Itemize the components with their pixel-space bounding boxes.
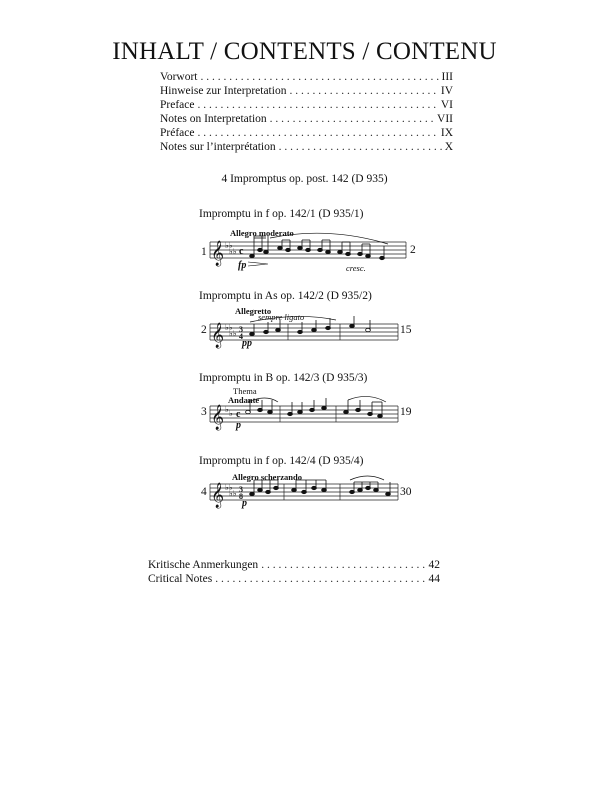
dot-leader — [200, 70, 438, 84]
toc-entry[interactable] — [160, 98, 453, 112]
toc-back — [148, 558, 440, 586]
dot-leader — [279, 140, 442, 154]
dot-leader — [197, 126, 437, 140]
expression-marking: sempre ligato — [258, 312, 305, 322]
toc-entry-page: VI — [440, 99, 453, 111]
dot-leader — [215, 572, 425, 586]
toc-entry-label: Preface — [160, 99, 195, 111]
toc-entry-label: Notes on Interpretation — [160, 113, 267, 125]
svg-text:𝄞: 𝄞 — [211, 405, 225, 430]
piece-title: Impromptu in f op. 142/1 (D 935/1) — [199, 208, 364, 220]
svg-text:♭♭: ♭♭ — [225, 323, 233, 332]
piece-number: 1 — [201, 246, 207, 258]
piece-number: 3 — [201, 406, 207, 418]
staff-notation — [208, 468, 408, 518]
svg-text:3: 3 — [239, 325, 243, 334]
piece-page: 15 — [400, 324, 412, 336]
svg-text:♭♭: ♭♭ — [229, 247, 237, 256]
toc-entry-page: 42 — [428, 559, 440, 571]
toc-entry-page: 44 — [428, 573, 440, 585]
toc-entry[interactable] — [160, 126, 453, 140]
svg-text:4: 4 — [239, 332, 243, 341]
svg-text:𝄞: 𝄞 — [211, 241, 225, 266]
toc-entry[interactable] — [148, 572, 440, 586]
music-incipit[interactable] — [198, 468, 423, 518]
svg-text:♭♭: ♭♭ — [225, 483, 233, 492]
dot-leader — [261, 558, 425, 572]
piece-page: 19 — [400, 406, 412, 418]
dot-leader — [289, 84, 437, 98]
toc-entry-label: Kritische Anmerkungen — [148, 559, 259, 571]
toc-entry[interactable] — [160, 112, 453, 126]
svg-text:♭: ♭ — [225, 405, 229, 414]
piece-page: 30 — [400, 486, 412, 498]
svg-text:c: c — [239, 246, 244, 257]
toc-front — [160, 70, 453, 154]
svg-text:♭♭: ♭♭ — [225, 241, 233, 250]
toc-entry-page: X — [444, 141, 453, 153]
dynamic-marking: p — [242, 498, 247, 509]
music-incipit[interactable] — [198, 226, 423, 276]
toc-entry-label: Vorwort — [160, 71, 198, 83]
dynamic-marking: p — [236, 420, 241, 431]
piece-title: Impromptu in f op. 142/4 (D 935/4) — [199, 455, 364, 467]
toc-entry-page: IV — [440, 85, 453, 97]
music-incipit[interactable] — [198, 304, 423, 354]
toc-entry[interactable] — [148, 558, 440, 572]
tempo-marking: Allegro scherzando — [232, 472, 302, 482]
tempo-marking: Andante — [228, 395, 260, 405]
tempo-marking: Allegretto — [235, 306, 272, 316]
group-title: 4 Impromptus op. post. 142 (D 935) — [221, 173, 388, 185]
piece-number: 4 — [201, 486, 207, 498]
toc-entry[interactable] — [160, 84, 453, 98]
piece-number: 2 — [201, 324, 207, 336]
toc-entry[interactable] — [160, 140, 453, 154]
svg-text:c: c — [236, 409, 241, 420]
svg-text:𝄞: 𝄞 — [211, 323, 225, 348]
staff-notation — [208, 304, 408, 354]
expression-marking: cresc. — [346, 263, 366, 273]
music-incipit[interactable] — [198, 386, 423, 436]
toc-entry-label: Critical Notes — [148, 573, 213, 585]
piece-page: 2 — [410, 244, 416, 256]
toc-entry-label: Notes sur l’interprétation — [160, 141, 276, 153]
tempo-marking: Allegro moderato — [230, 228, 294, 238]
toc-entry-page: VII — [437, 113, 453, 125]
page-title: INHALT / CONTENTS / CONTENU — [112, 38, 497, 65]
section-label: Thema — [233, 386, 257, 396]
svg-text:♭♭: ♭♭ — [229, 489, 237, 498]
svg-text:♭♭: ♭♭ — [229, 329, 237, 338]
dynamic-marking: fp — [238, 260, 247, 271]
toc-entry-label: Hinweise zur Interpretation — [160, 85, 287, 97]
piece-title: Impromptu in As op. 142/2 (D 935/2) — [199, 290, 372, 302]
toc-entry-page: IX — [440, 127, 453, 139]
svg-text:3: 3 — [239, 485, 243, 494]
dynamic-marking: pp — [242, 338, 252, 349]
toc-entry-label: Préface — [160, 127, 195, 139]
toc-entry[interactable] — [160, 70, 453, 84]
svg-text:♭: ♭ — [229, 409, 233, 418]
toc-entry-page: III — [441, 71, 453, 83]
dot-leader — [197, 98, 437, 112]
svg-text:𝄞: 𝄞 — [211, 483, 225, 508]
piece-title: Impromptu in B op. 142/3 (D 935/3) — [199, 372, 368, 384]
svg-text:8: 8 — [239, 492, 243, 501]
dot-leader — [270, 112, 434, 126]
